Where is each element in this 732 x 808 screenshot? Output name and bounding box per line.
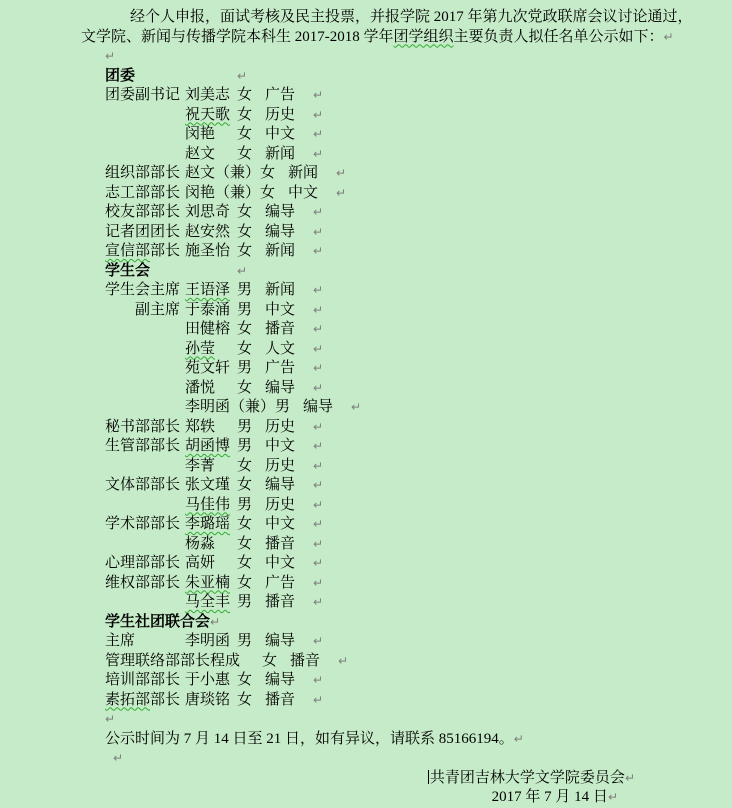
major-cell: 历史 [265,106,296,123]
major-cell: 人文 [265,340,296,357]
role-cell: 宣信部部长 [105,243,181,259]
roster-row [105,535,651,555]
gender-cell: 男 [237,301,253,318]
spellcheck-marked-name: 胡函博 [185,438,231,454]
major-cell: 编导 [265,223,296,240]
paragraph-mark-icon: ↵ [313,458,324,473]
gender-cell: 男 [237,496,253,513]
gender-cell: 男 [237,360,253,376]
roster-row [105,242,651,262]
roster-row [105,398,651,418]
intro-line-2-post: 主要负责人拟任名单公示如下： [453,28,664,45]
date-text: 2017 年 7 月 14 日 [491,789,608,805]
intro-line-1-text: 经个人申报，面试考核及民主投票，并报学院 2017 年第九次党政联席会议讨论通过， [130,9,693,25]
roster-row [105,671,651,691]
paragraph-mark-icon: ↵ [313,302,324,317]
name-cell [185,574,237,594]
intro-line-2 [81,28,674,48]
major-cell: 历史 [265,496,296,513]
paragraph-mark-icon: ↵ [313,439,324,453]
gender-cell: 女 [237,555,253,571]
paragraph-mark-icon: ↵ [313,575,324,590]
paragraph-mark-icon: ↵ [513,731,524,746]
major-cell: 广告 [265,360,296,376]
paragraph-mark-icon: ↵ [105,712,116,726]
major-cell: 编导 [265,204,296,220]
role-cell: 学术部部长 [105,516,181,532]
name-cell: 潘悦 [185,379,216,396]
paragraph-mark-icon: ↵ [313,283,324,297]
paragraph-mark-icon: ↵ [313,673,324,687]
roster-row [105,164,651,184]
role-cell: 团委副书记 [105,87,181,103]
name-cell: 田健榕 [185,321,231,337]
role-cell: 管理联络部部长 [105,652,211,669]
major-cell: 中文 [288,184,319,201]
roster-row [105,652,651,672]
paragraph-mark-icon: ↵ [113,751,124,765]
roster-row [105,691,651,711]
name-cell: 苑文轩 [185,360,231,376]
major-cell: 编导 [303,399,334,415]
role-cell [105,106,185,126]
name-cell: 刘思奇 [185,204,231,220]
roster-row [105,106,651,126]
gender-cell: 女 [237,672,253,688]
gender-cell: 女 [237,87,253,103]
role-cell: 副主席 [105,301,181,318]
gender-cell: 女 [237,106,253,123]
name-cell: 李菁 [185,457,216,474]
signature-text: 共青团吉林大学文学院委员会 [429,769,625,786]
name-cell [185,593,237,613]
role-cell: 主席 [105,633,136,649]
empty-paragraph [105,710,651,730]
major-cell: 播音 [265,321,296,337]
section-heading-row [105,67,651,87]
gender-cell: 女 [237,204,253,220]
roster-row [105,223,651,243]
paragraph-mark-icon: ↵ [313,205,324,219]
paragraph-mark-icon: ↵ [607,790,618,804]
section-heading-row [105,613,651,633]
empty-paragraph [113,749,651,769]
sections [105,67,651,711]
section-heading-row [105,262,651,282]
name-cell: 高妍 [185,555,216,571]
paragraph-mark-icon: ↵ [624,770,635,785]
paragraph-mark-icon: ↵ [313,478,324,492]
role-cell: 学生会主席 [105,282,181,298]
name-cell: 赵文 [185,145,216,162]
roster-row [105,379,651,399]
gender-cell: 女 [237,126,253,142]
name-cell: 于泰涌 [185,301,231,318]
major-cell: 新闻 [288,165,319,181]
gender-cell: 男 [237,282,253,298]
paragraph-mark-icon: ↵ [663,29,674,44]
role-cell: 素拓部部长 [105,691,181,708]
role-cell [105,340,185,360]
role-cell [105,320,185,340]
gender-cell: 女 [260,165,276,181]
paragraph-mark-icon: ↵ [313,556,324,570]
empty-paragraph [105,47,651,67]
paragraph-mark-icon: ↵ [313,692,324,707]
role-cell [105,359,185,379]
gender-cell: 男 [275,399,291,415]
paragraph-mark-icon: ↵ [237,68,248,83]
major-cell: 中文 [265,301,296,318]
roster-row [105,359,651,379]
paragraph-mark-icon: ↵ [338,653,349,668]
major-cell: 播音 [290,652,321,669]
name-cell [185,437,237,457]
gender-cell: 女 [237,574,253,591]
role-cell: 培训部部长 [105,672,181,688]
spellcheck-marked-name: 李璐瑶 [185,516,231,532]
gender-cell: 男 [237,438,253,454]
paragraph-mark-icon: ↵ [313,127,324,141]
gender-cell: 女 [237,457,253,474]
major-cell: 新闻 [265,243,296,259]
paragraph-mark-icon: ↵ [237,263,248,278]
role-cell: 秘书部部长 [105,418,181,435]
paragraph-mark-icon: ↵ [313,322,324,336]
roster-row [105,340,651,360]
roster-row [105,476,651,496]
paragraph-mark-icon: ↵ [313,517,324,531]
paragraph-mark-icon: ↵ [313,595,324,609]
gender-cell: 男 [237,633,253,649]
major-cell: 新闻 [265,145,296,162]
name-cell [185,340,237,360]
paragraph-mark-icon: ↵ [313,536,324,551]
role-cell: 心理部部长 [105,555,181,571]
major-cell: 中文 [265,555,296,571]
roster-row [105,457,651,477]
name-cell [185,281,237,301]
roster-row [105,632,651,652]
major-cell: 中文 [265,126,296,142]
role-cell: 维权部部长 [105,574,181,591]
major-cell: 新闻 [265,282,296,298]
gender-cell: 女 [260,184,276,201]
major-cell: 编导 [265,379,296,396]
gender-cell: 女 [237,516,253,532]
name-cell: 杨淼 [185,535,216,552]
major-cell: 广告 [265,87,296,103]
roster-row [105,496,651,516]
paragraph-mark-icon: ↵ [313,341,324,356]
paragraph-mark-icon: ↵ [313,634,324,648]
roster-row [105,203,651,223]
major-cell: 中文 [265,438,296,454]
intro-line-2-pre: 文学院、新闻与传播学院本科生 2017-2018 学年 [81,28,394,45]
roster-row [105,593,651,613]
paragraph-mark-icon: ↵ [313,244,324,258]
roster-row [105,554,651,574]
gender-cell: 女 [237,243,253,259]
roster-row [105,145,651,165]
roster-row [105,86,651,106]
name-cell: 李明函 [185,633,231,649]
name-cell: 李明函（兼） [185,399,276,415]
spellcheck-marked-name: 马佳伟 [185,496,231,513]
notice-text: 公示时间为 7 月 14 日至 21 日，如有异议，请联系 85166194。 [105,730,514,747]
role-cell: 生管部部长 [105,438,181,454]
major-cell: 编导 [265,672,296,688]
major-cell: 播音 [265,691,296,708]
name-cell: 闵艳（兼） [185,184,261,201]
role-cell: 组织部部长 [105,165,181,181]
roster-row [105,281,651,301]
paragraph-mark-icon: ↵ [313,419,324,434]
section-heading-text: 学生社团联合会 [105,613,211,630]
name-cell: 刘美志 [185,87,231,103]
role-cell [105,496,185,516]
section-heading-text: 学生会 [105,262,151,279]
section-heading-text: 团委 [105,67,136,84]
paragraph-mark-icon: ↵ [313,146,324,161]
major-cell: 历史 [265,418,296,435]
role-cell [105,379,185,399]
paragraph-mark-icon: ↵ [313,88,324,102]
name-cell [185,106,237,126]
roster-row [105,301,651,321]
major-cell: 播音 [265,535,296,552]
name-cell: 唐琰铭 [185,691,231,708]
gender-cell: 女 [237,223,253,240]
spellcheck-marked-name: 孙莹 [185,340,216,357]
roster-row [105,437,651,457]
role-cell [105,145,185,165]
paragraph-mark-icon: ↵ [105,49,116,63]
gender-cell: 男 [237,594,253,610]
role-cell [105,398,185,418]
major-cell: 中文 [265,516,296,532]
signature-line [81,769,651,789]
major-cell: 播音 [265,594,296,610]
roster-row [105,515,651,535]
paragraph-mark-icon: ↵ [313,361,324,375]
gender-cell: 女 [237,145,253,162]
major-cell: 编导 [265,477,296,493]
paragraph-mark-icon: ↵ [336,185,347,200]
roster-row [105,574,651,594]
roster-row [105,184,651,204]
spellcheck-marked-name: 朱亚楠 [185,574,231,591]
paragraph-mark-icon: ↵ [351,400,362,414]
roster-row [105,125,651,145]
spellcheck-marked-name: 马全丰 [185,594,231,610]
name-cell: 施圣怡 [185,243,231,259]
major-cell: 历史 [265,457,296,474]
name-cell [185,496,237,516]
name-cell: 闵艳 [185,126,216,142]
spellcheck-marked-term: 宣信部 [105,243,151,259]
gender-cell: 女 [237,340,253,357]
name-cell: 郑轶 [185,418,216,435]
role-cell [105,125,185,145]
gender-cell: 男 [237,418,253,435]
name-cell: 张文瑾 [185,477,231,493]
roster-row [105,320,651,340]
paragraph-mark-icon: ↵ [313,224,324,239]
paragraph-mark-icon: ↵ [313,107,324,122]
gender-cell: 女 [237,691,253,708]
gender-cell: 女 [237,535,253,552]
spellcheck-marked-term: 团学组织 [393,28,454,45]
gender-cell: 女 [237,379,253,396]
gender-cell: 女 [237,477,253,493]
major-cell: 编导 [265,633,296,649]
name-cell [185,515,237,535]
role-cell [105,593,185,613]
name-cell: 程成 [210,652,241,669]
spellcheck-marked-name: 王语泽 [185,282,231,298]
role-cell: 校友部部长 [105,204,181,220]
intro-line-1 [81,8,693,28]
spellcheck-marked-name: 祝天歌 [185,106,231,123]
date-line [81,788,651,808]
notice-line [105,730,651,750]
spellcheck-marked-term: 素拓部 [105,691,151,708]
name-cell: 赵文（兼） [185,165,261,181]
paragraph-mark-icon: ↵ [210,614,221,629]
paragraph-mark-icon: ↵ [313,380,324,395]
paragraph-mark-icon: ↵ [313,497,324,512]
major-cell: 广告 [265,574,296,591]
roster-row [105,418,651,438]
gender-cell: 女 [237,321,253,337]
name-cell: 赵安然 [185,223,231,240]
role-cell: 记者团团长 [105,223,181,240]
role-cell: 志工部部长 [105,184,181,201]
paragraph-mark-icon: ↵ [336,166,347,180]
text-cursor [428,770,429,784]
name-cell: 于小惠 [185,672,231,688]
gender-cell: 女 [262,652,278,669]
role-cell [105,457,185,477]
role-cell: 文体部部长 [105,477,181,493]
role-cell [105,535,185,555]
